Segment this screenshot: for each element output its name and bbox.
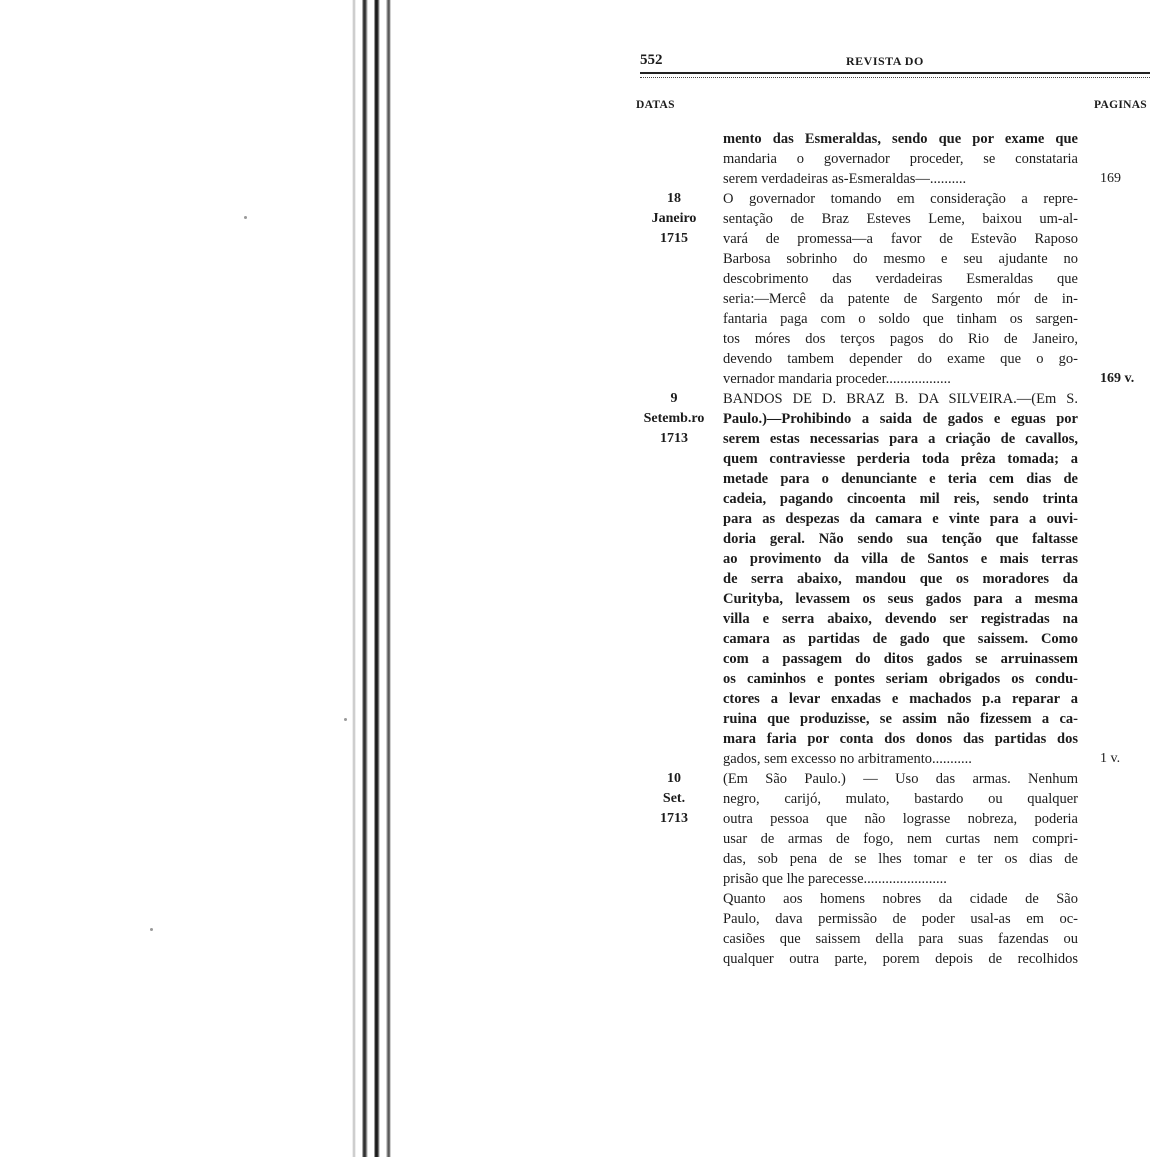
text-line — [0, 889, 1168, 909]
entry-text: serem verdadeiras as-Esmeraldas—.......... — [723, 171, 967, 187]
text-line — [0, 749, 1168, 769]
entry-text: Paulo, dava permissão de poder usal-as em oc- — [723, 911, 1078, 927]
text-line — [0, 189, 1168, 209]
entry-date: 9 — [670, 391, 678, 406]
text-line — [0, 829, 1168, 849]
entry-text: com a passagem do ditos gados se arruinassem — [723, 651, 1078, 667]
text-line — [0, 589, 1168, 609]
entry-text: mento das Esmeraldas, sendo que por exame que — [723, 131, 1078, 147]
page-reference: 169 — [1100, 171, 1121, 186]
text-line — [0, 149, 1168, 169]
text-line — [0, 409, 1168, 429]
text-line — [0, 349, 1168, 369]
entry-text: mara faria por conta dos donos das partidas dos — [723, 731, 1078, 747]
entry-text: mandaria o governador proceder, se constataria — [723, 151, 1078, 167]
entry-text: camara as partidas de gado que saissem. Como — [723, 631, 1078, 647]
entry-text: metade para o denunciante e teria cem dias de — [723, 471, 1078, 487]
text-line — [0, 469, 1168, 489]
text-line — [0, 909, 1168, 929]
entry-text: ruina que produzisse, se assim não fizessem a ca- — [723, 711, 1078, 727]
page-number: 552 — [640, 52, 663, 68]
entry-text: Barbosa sobrinho do mesmo e seu ajudante no — [723, 251, 1078, 267]
entry-text: (Em São Paulo.) — Uso das armas. Nenhum — [723, 771, 1078, 787]
text-line — [0, 649, 1168, 669]
text-line — [0, 949, 1168, 969]
entry-text: prisão que lhe parecesse....................... — [723, 871, 947, 887]
entry-text: vernador mandaria proceder.................. — [723, 371, 951, 387]
entry-date: 1715 — [660, 231, 688, 246]
entry-text: ao provimento da villa de Santos e mais terras — [723, 551, 1078, 567]
text-line — [0, 869, 1168, 889]
text-line — [0, 709, 1168, 729]
text-line — [0, 309, 1168, 329]
entry-text: negro, carijó, mulato, bastardo ou qualquer — [723, 791, 1078, 807]
text-line — [0, 529, 1168, 549]
text-line — [0, 289, 1168, 309]
entry-text: para as despezas da camara e vinte para a ouvi- — [723, 511, 1078, 527]
entry-text: villa e serra abaixo, devendo ser registradas na — [723, 611, 1078, 627]
text-line — [0, 449, 1168, 469]
entry-text: doria geral. Não sendo sua tenção que faltasse — [723, 531, 1078, 547]
text-line — [0, 789, 1168, 809]
text-line — [0, 809, 1168, 829]
entry-text: BANDOS DE D. BRAZ B. DA SILVEIRA.—(Em S. — [723, 391, 1078, 407]
text-line — [0, 509, 1168, 529]
entries-list — [0, 129, 1168, 969]
entry-text: cadeia, pagando cincoenta mil reis, sendo trinta — [723, 491, 1078, 507]
entry-text: O governador tomando em consideração a repre- — [723, 191, 1078, 207]
entry-text: vará de promessa—a favor de Estevão Raposo — [723, 231, 1078, 247]
text-line — [0, 689, 1168, 709]
entry-text: Quanto aos homens nobres da cidade de São — [723, 891, 1078, 907]
entry-text: fantaria paga com o soldo que tinham os sargen- — [723, 311, 1078, 327]
entry-text: devendo tambem depender do exame que o go- — [723, 351, 1078, 367]
entry-text: casiões que saissem della para suas fazendas ou — [723, 931, 1078, 947]
entry-text: tos móres dos terços pagos do Rio de Janeiro, — [723, 331, 1078, 347]
entry-text: sentação de Braz Esteves Leme, baixou um-al- — [723, 211, 1078, 227]
text-line — [0, 209, 1168, 229]
text-line — [0, 329, 1168, 349]
text-line — [0, 129, 1168, 149]
entry-text: Curityba, levassem os seus gados para a mesma — [723, 591, 1078, 607]
entry-date: 1713 — [660, 431, 688, 446]
text-line — [0, 629, 1168, 649]
text-line — [0, 669, 1168, 689]
entry-date: Janeiro — [651, 211, 697, 226]
running-title: REVISTA DO — [846, 54, 924, 68]
text-line — [0, 389, 1168, 409]
entry-text: das, sob pena de se lhes tomar e ter os dias de — [723, 851, 1078, 867]
text-line — [0, 429, 1168, 449]
entry-text: seria:—Mercê da patente de Sargento mór de in- — [723, 291, 1078, 307]
entry-text: quem contraviesse perderia toda prêza tomada; a — [723, 451, 1078, 467]
entry-text: os caminhos e pontes seriam obrigados os condu- — [723, 671, 1078, 687]
text-line — [0, 369, 1168, 389]
text-line — [0, 569, 1168, 589]
text-line — [0, 169, 1168, 189]
text-line — [0, 609, 1168, 629]
page-header — [640, 52, 1150, 74]
entry-text: qualquer outra parte, porem depois de recolhidos — [723, 951, 1078, 967]
text-line — [0, 549, 1168, 569]
entry-text: gados, sem excesso no arbitramento........... — [723, 751, 972, 767]
entry-text: ctores a levar enxadas e machados p.a reparar a — [723, 691, 1078, 707]
column-header-pages: PAGINAS — [1094, 99, 1148, 111]
entry-text: Paulo.)—Prohibindo a saida de gados e eguas por — [723, 411, 1078, 427]
entry-date: Setemb.ro — [643, 411, 705, 426]
text-line — [0, 769, 1168, 789]
header-rule — [640, 72, 1150, 78]
text-line — [0, 849, 1168, 869]
text-line — [0, 929, 1168, 949]
text-line — [0, 249, 1168, 269]
entry-text: usar de armas de fogo, nem curtas nem compri- — [723, 831, 1078, 847]
entry-date: Set. — [662, 791, 686, 806]
entry-date: 1713 — [660, 811, 688, 826]
entry-date: 18 — [667, 191, 681, 206]
entry-text: serem estas necessarias para a criação de cavallos, — [723, 431, 1078, 447]
text-line — [0, 269, 1168, 289]
text-line — [0, 729, 1168, 749]
entry-text: descobrimento das verdadeiras Esmeraldas que — [723, 271, 1078, 287]
page-reference: 1 v. — [1100, 751, 1121, 766]
text-line — [0, 229, 1168, 249]
page-reference: 169 v. — [1100, 371, 1135, 386]
text-line — [0, 489, 1168, 509]
entry-text: outra pessoa que não lograsse nobreza, poderia — [723, 811, 1078, 827]
column-header-dates: DATAS — [636, 99, 675, 111]
entry-date: 10 — [667, 771, 681, 786]
entry-text: de serra abaixo, mandou que os moradores da — [723, 571, 1078, 587]
